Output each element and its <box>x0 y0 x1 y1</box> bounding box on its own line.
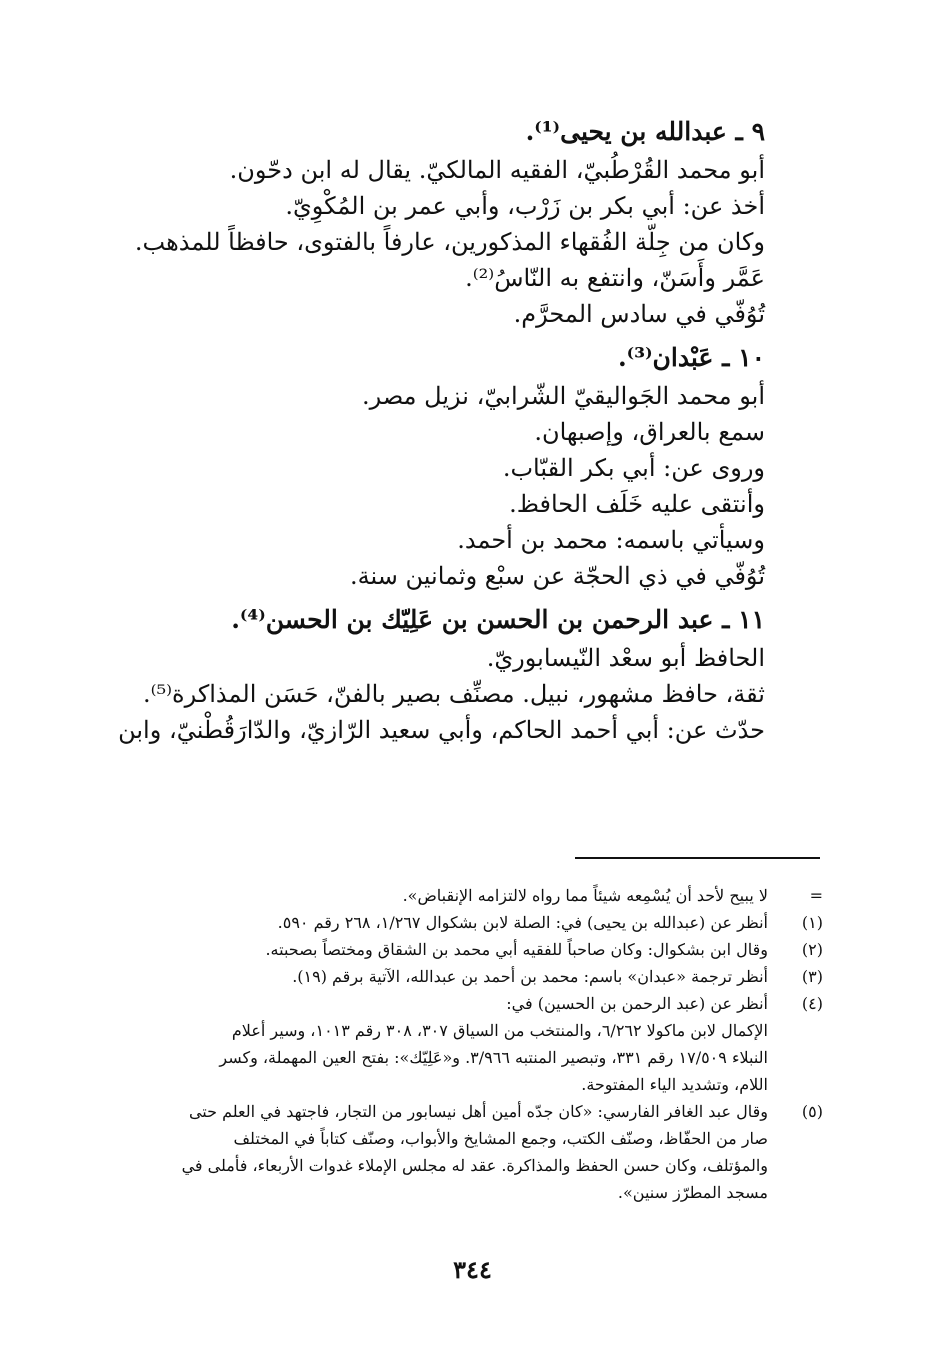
main-text <box>118 112 765 748</box>
text-line: الحافظ أبو سعْد النّيسابوريّ. <box>486 644 765 672</box>
text-line: حدّث عن: أبي أحمد الحاكم، وأبي سعيد الرّازيّ، والدّارَقُطْنيّ، وابن <box>118 716 765 744</box>
text-line: ثقة، حافظ مشهور، نبيل. مصنِّف بصير بالفنّ، حَسَن المذاكرة⁽⁵⁾. <box>142 680 765 708</box>
text-line: تُوُفّي في سادس المحرَّم. <box>513 300 765 328</box>
footnote-divider <box>575 857 820 859</box>
footnotes <box>123 882 823 1206</box>
footnote-number: (٥) <box>801 1102 823 1121</box>
footnote-text: مسجد المطرّز سنين». <box>617 1183 768 1202</box>
page-number: ٣٤٤ <box>453 1255 492 1284</box>
footnote-text: أنظر عن (عبد الرحمن بن الحسين) في: <box>506 994 768 1013</box>
text-line: وروى عن: أبي بكر القبّاب. <box>502 454 765 482</box>
footnote-1 <box>123 909 823 936</box>
footnote-number: (٢) <box>801 940 823 959</box>
footnote-5 <box>123 1098 823 1206</box>
footnote-text: أنظر عن (عبدالله بن يحيى) في: الصلة لابن بشكوال ١/٢٦٧، ٢٦٨ رقم ٥٩٠. <box>277 913 768 932</box>
footnote-text: أنظر ترجمة «عبدان» باسم: محمد بن أحمد بن عبدالله، الآتية برقم (١٩). <box>292 967 768 986</box>
entry-heading: ١١ ـ عبد الرحمن بن الحسن بن عَلِيّك بن الحسن⁽⁴⁾. <box>231 605 765 634</box>
entry-heading: ١٠ ـ عَبْدان⁽³⁾. <box>617 343 765 372</box>
footnote-text: لا يبيح لأحد أن يُسْمِعه شيئاً مما رواه لالتزامه الإنقباض». <box>402 886 768 905</box>
footnote-text: اللام، وتشديد الياء المفتوحة. <box>581 1075 768 1094</box>
text-line: وسيأتي باسمه: محمد بن أحمد. <box>457 526 765 554</box>
footnote-continuation <box>123 882 823 909</box>
text-line: أخذ عن: أبي بكر بن زَرْب، وأبي عمر بن المُكْوِيّ. <box>285 192 765 220</box>
text-line: تُوُفّي في ذي الحجّة عن سبْع وثمانين سنة. <box>350 562 765 590</box>
text-line: أبو محمد الجَواليقيّ الشّرابيّ، نزيل مصر. <box>362 382 765 410</box>
text-line: عَمَّر وأَسَنّ، وانتفع به النّاسُ⁽²⁾. <box>465 264 765 292</box>
entry-heading: ٩ ـ عبدالله بن يحيى⁽¹⁾. <box>525 117 765 146</box>
footnote-number: (٤) <box>801 994 823 1013</box>
footnote-2 <box>123 936 823 963</box>
footnote-number: (١) <box>801 913 823 932</box>
text-line: سمع بالعراق، وإصبهان. <box>534 418 765 446</box>
footnote-text: النبلاء ١٧/٥٠٩ رقم ٣٣١، وتبصير المنتبه ٣/٩٦٦. و«عَلِيّك»: بفتح العين المهملة، وكسر <box>219 1048 768 1067</box>
footnote-text: وقال عبد الغافر الفارسي: «كان جدّه أمين أهل نيسابور من التجار، فاجتهد في العلم حتى <box>188 1102 768 1121</box>
footnote-number: = <box>809 886 823 905</box>
footnote-number: (٣) <box>801 967 823 986</box>
text-line: أبو محمد القُرْطُبيّ، الفقيه المالكيّ. يقال له ابن دحّون. <box>229 156 765 184</box>
footnote-text: وقال ابن بشكوال: وكان صاحباً للفقيه أبي محمد بن الشقاق ومختصاً بصحبته. <box>265 940 768 959</box>
footnote-text: صار من الحفّاظ، وصنّف الكتب، وجمع المشايخ والأبواب، وصنّف كتاباً في المختلف <box>233 1129 768 1148</box>
footnote-4 <box>123 990 823 1098</box>
text-line: وكان من جِلّة الفُقهاء المذكورين، عارفاً بالفتوى، حافظاً للمذهب. <box>134 228 765 256</box>
footnote-3 <box>123 963 823 990</box>
footnote-text: والمؤتلف، وكان حسن الحفظ والمذاكرة. عقد له مجلس الإملاء غدوات الأربعاء، فأملى في <box>181 1156 768 1175</box>
text-line: وأنتقى عليه خَلَف الحافظ. <box>509 490 765 518</box>
footnote-text: الإكمال لابن ماكولا ٦/٢٦٢، والمنتخب من السياق ٣٠٧، ٣٠٨ رقم ١٠١٣، وسير أعلام <box>231 1021 768 1040</box>
